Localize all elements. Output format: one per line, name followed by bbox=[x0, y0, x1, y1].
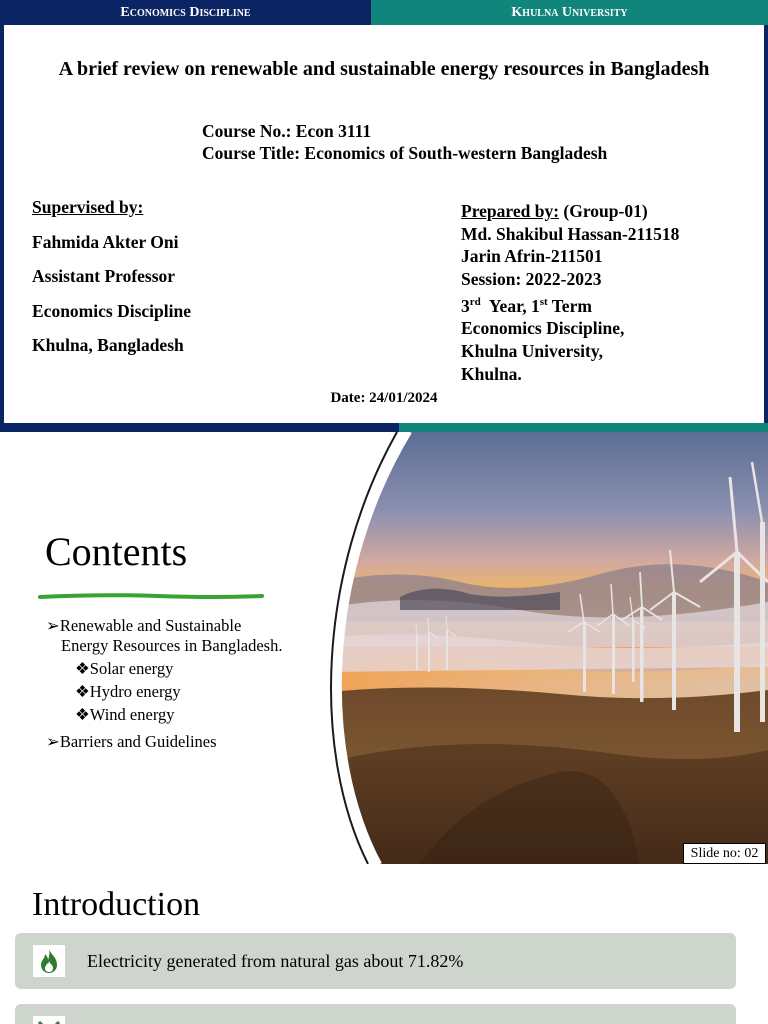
title-underline bbox=[38, 592, 264, 602]
introduction-title: Introduction bbox=[32, 886, 201, 923]
contents-list bbox=[46, 616, 282, 752]
list-item: ➢Barriers and Guidelines bbox=[46, 732, 217, 751]
header-discipline: Economics Discipline bbox=[0, 0, 371, 25]
flame-icon bbox=[33, 945, 65, 977]
header-university: Khulna University bbox=[371, 0, 768, 25]
supervisor-department: Economics Discipline bbox=[32, 300, 191, 321]
year-term: 3rd Year, 1st Term bbox=[461, 295, 592, 316]
supervisor-block bbox=[32, 197, 191, 370]
prepared-heading: Prepared by: bbox=[461, 201, 560, 221]
contents-title: Contents bbox=[45, 529, 188, 574]
list-item: ➢Renewable and Sustainable Energy Resources in Bangladesh. bbox=[46, 616, 283, 655]
preparer-department: Economics Discipline, bbox=[461, 318, 625, 339]
preparer-city: Khulna. bbox=[461, 363, 522, 384]
intro-card-text: Electricity generated from natural gas about 71.82% bbox=[87, 951, 464, 971]
course-title: Course Title: Economics of South-western Bangladesh bbox=[202, 143, 608, 163]
introduction-slide bbox=[0, 864, 768, 1024]
left-border bbox=[0, 25, 4, 423]
list-item: ❖Hydro energy bbox=[75, 682, 181, 701]
supervisor-location: Khulna, Bangladesh bbox=[32, 335, 184, 355]
member-2: Jarin Afrin-211501 bbox=[461, 246, 603, 267]
preparer-block bbox=[461, 200, 679, 385]
contents-slide bbox=[0, 432, 768, 864]
member-1: Md. Shakibul Hassan-211518 bbox=[461, 223, 680, 244]
presentation-date: Date: 24/01/2024 bbox=[330, 390, 438, 406]
title-slide bbox=[0, 0, 768, 432]
supervisor-position: Assistant Professor bbox=[32, 266, 176, 286]
intro-card bbox=[15, 933, 736, 989]
course-info bbox=[202, 120, 607, 164]
right-border bbox=[764, 25, 768, 423]
list-item: ❖Solar energy bbox=[75, 659, 174, 678]
preparer-university: Khulna University, bbox=[461, 341, 603, 362]
slide-number: Slide no: 02 bbox=[683, 843, 766, 864]
leaf-icon bbox=[33, 1016, 65, 1024]
supervisor-name: Fahmida Akter Oni bbox=[32, 231, 179, 252]
bottom-bar-navy bbox=[0, 423, 399, 432]
session: Session: 2022-2023 bbox=[461, 269, 602, 290]
intro-card bbox=[15, 1004, 736, 1024]
course-number: Course No.: Econ 3111 bbox=[202, 121, 372, 141]
supervised-heading: Supervised by: bbox=[32, 197, 144, 217]
group-label: (Group-01) bbox=[559, 201, 648, 221]
list-item: ❖Wind energy bbox=[75, 705, 175, 724]
presentation-title: A brief review on renewable and sustainable energy resources in Bangladesh bbox=[58, 58, 710, 80]
bottom-bar-teal bbox=[399, 423, 768, 432]
